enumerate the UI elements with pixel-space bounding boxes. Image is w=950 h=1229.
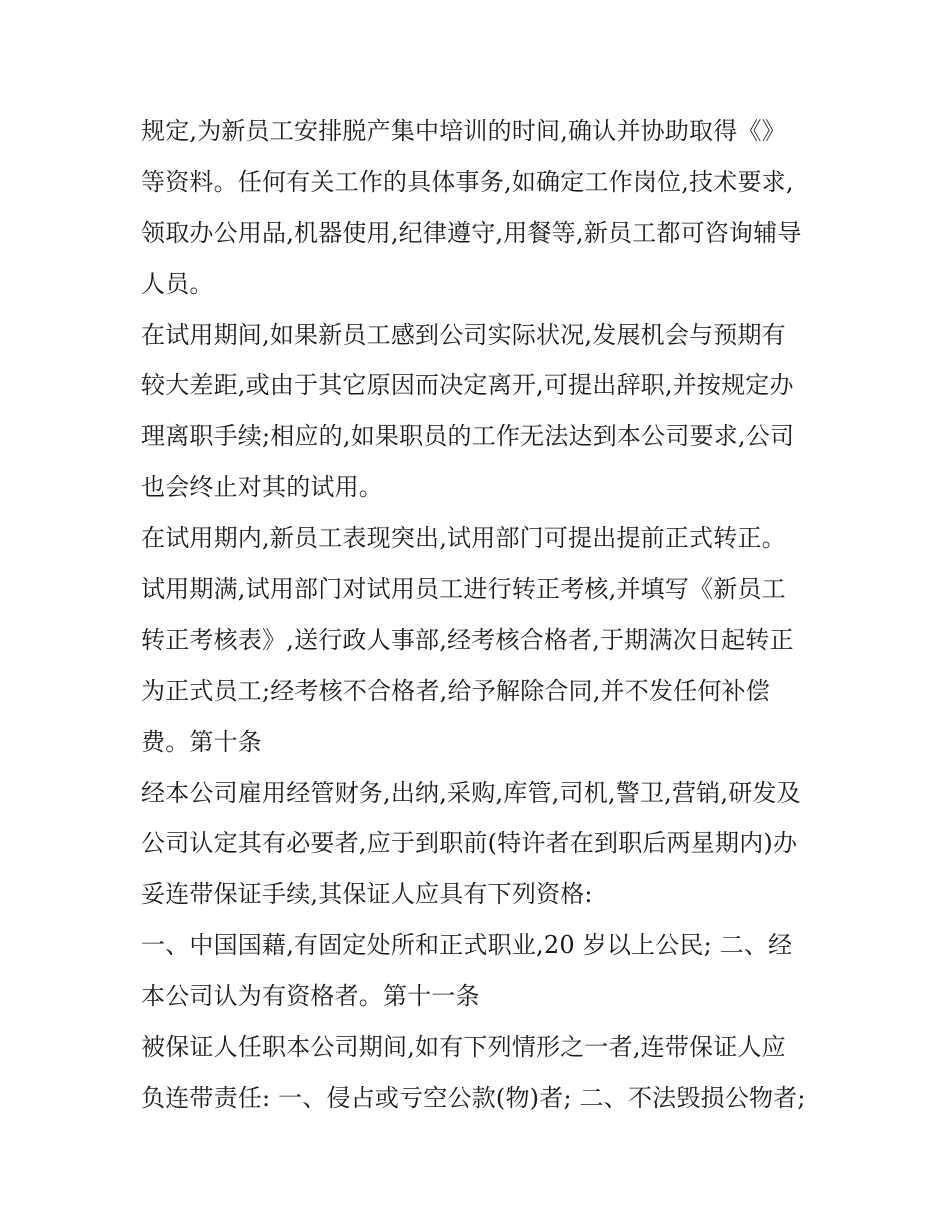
text-line: 一、中国国藉,有固定处所和正式职业,20 岁以上公民; 二、经: [141, 931, 793, 960]
text-line: 领取办公用品,机器使用,纪律遵守,用餐等,新员工都可咨询辅导: [141, 218, 802, 247]
text-line: 被保证人任职本公司期间,如有下列情形之一者,连带保证人应: [141, 1033, 786, 1062]
text-line: 本公司认为有资格者。第十一条: [141, 982, 480, 1011]
text-line: 在试用期间,如果新员工感到公司实际状况,发展机会与预期有: [141, 320, 786, 349]
text-line: 人员。: [141, 269, 214, 298]
text-line: 经本公司雇用经管财务,出纳,采购,库管,司机,警卫,营销,研发及: [141, 778, 801, 807]
text-line: 试用期满,试用部门对试用员工进行转正考核,并填写《新员工: [141, 575, 786, 604]
text-line: 转正考核表》,送行政人事部,经考核合格者,于期满次日起转正: [141, 625, 794, 654]
text-line: 为正式员工;经考核不合格者,给予解除合同,并不发任何补偿: [141, 676, 770, 705]
text-line: 负连带责任: 一、侵占或亏空公款(物)者; 二、不法毁损公物者;: [141, 1083, 806, 1112]
text-line: 在试用期内,新员工表现突出,试用部门可提出提前正式转正。: [141, 524, 786, 553]
text-line: 费。第十条: [141, 727, 262, 756]
text-line: 公司认定其有必要者,应于到职前(特许者在到职后两星期内)办: [141, 829, 798, 858]
text-line: 较大差距,或由于其它原因而决定离开,可提出辞职,并按规定办: [141, 371, 794, 400]
text-line: 理离职手续;相应的,如果职员的工作无法达到本公司要求,公司: [141, 422, 795, 451]
text-line: 规定,为新员工安排脱产集中培训的时间,确认并协助取得《》: [141, 117, 786, 145]
text-line: 也会终止对其的试用。: [141, 473, 383, 502]
body-text: [141, 106, 821, 1124]
text-line: 妥连带保证手续,其保证人应具有下列资格:: [141, 880, 593, 909]
text-line: 等资料。任何有关工作的具体事务,如确定工作岗位,技术要求,: [141, 167, 794, 196]
